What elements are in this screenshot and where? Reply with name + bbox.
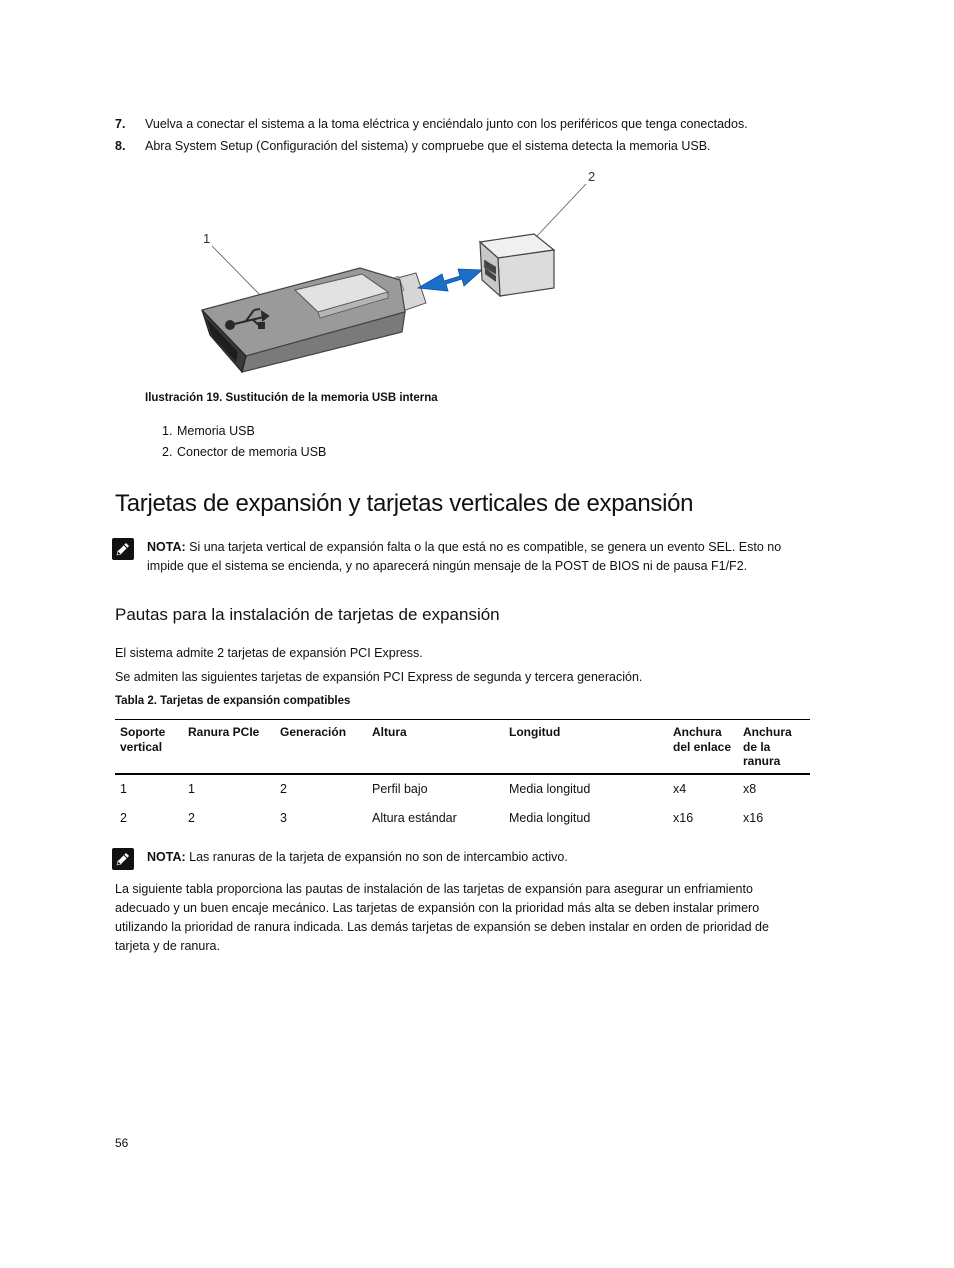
section-title: Tarjetas de expansión y tarjetas verticales de expansión bbox=[115, 490, 694, 517]
usb-memory-stick bbox=[202, 268, 426, 372]
column-header: Generación bbox=[275, 720, 367, 775]
table-cell: Media longitud bbox=[509, 811, 591, 825]
table-header-row bbox=[115, 720, 810, 775]
table-cell: Media longitud bbox=[509, 782, 591, 796]
callout-1-leader bbox=[212, 246, 265, 300]
column-header: Longitud bbox=[504, 720, 668, 775]
column-header: Anchura de la ranura bbox=[738, 720, 810, 775]
step-number: 8. bbox=[115, 139, 126, 153]
table-cell: 2 bbox=[120, 811, 127, 825]
usb-memory-illustration bbox=[190, 160, 610, 380]
page-number: 56 bbox=[115, 1136, 129, 1150]
note-1: NOTA: Si una tarjeta vertical de expansión falta o la que está no es compatible, se genera un evento SEL. Esto no impide que el sistema se encienda, y no aparecerá ningún mensaje de la POST de BIOS ni de pausa F1/F2. bbox=[147, 540, 782, 573]
table-cell: Perfil bajo bbox=[372, 782, 428, 796]
expansion-cards-table bbox=[115, 719, 810, 833]
paragraph: El sistema admite 2 tarjetas de expansión PCI Express. bbox=[115, 646, 423, 660]
column-header: Anchura del enlace bbox=[668, 720, 738, 775]
figure-legend bbox=[162, 421, 326, 463]
table-row bbox=[115, 804, 810, 833]
legend-item: 2. Conector de memoria USB bbox=[162, 445, 327, 459]
step-text: Vuelva a conectar el sistema a la toma eléctrica y enciéndalo junto con los periféricos que tenga conectados. bbox=[145, 117, 748, 131]
column-header: Soporte vertical bbox=[115, 720, 183, 775]
column-header: Altura bbox=[367, 720, 504, 775]
table-row bbox=[115, 774, 810, 804]
table-cell: x16 bbox=[743, 811, 764, 825]
table-cell: 1 bbox=[120, 782, 127, 796]
table-cell: Altura estándar bbox=[372, 811, 457, 825]
table-cell: 2 bbox=[188, 811, 195, 825]
table-cell: 1 bbox=[188, 782, 195, 796]
table-cell: x4 bbox=[673, 782, 687, 796]
table-cell: 2 bbox=[280, 782, 287, 796]
table-caption: Tabla 2. Tarjetas de expansión compatibles bbox=[115, 695, 351, 707]
note-label: NOTA: bbox=[147, 540, 186, 554]
note-2: NOTA: Las ranuras de la tarjeta de expansión no son de intercambio activo. bbox=[147, 850, 568, 864]
step-text: Abra System Setup (Configuración del sistema) y compruebe que el sistema detecta la memoria USB. bbox=[145, 139, 711, 153]
guidelines-paragraph: La siguiente tabla proporciona las pautas de instalación de las tarjetas de expansión para asegurar un enfriamiento adecuado y un buen encaje mecánico. Las tarjetas de expansión con la prioridad más alta se deben instalar primero utilizando la prioridad de ranura indicada. Las demás tarjetas de expansión se deben instalar en orden de prioridad de tarjeta y de ranura. bbox=[115, 882, 769, 953]
table-cell: x8 bbox=[743, 782, 757, 796]
pencil-note-icon bbox=[112, 848, 134, 870]
table-cell: x16 bbox=[673, 811, 694, 825]
usb-connector bbox=[480, 234, 554, 296]
step-number: 7. bbox=[115, 117, 126, 131]
note-label: NOTA: bbox=[147, 850, 186, 864]
table-cell: 3 bbox=[280, 811, 287, 825]
callout-2: 2 bbox=[588, 169, 596, 184]
subsection-title: Pautas para la instalación de tarjetas de expansión bbox=[115, 605, 500, 624]
legend-item: 1. Memoria USB bbox=[162, 424, 255, 438]
column-header: Ranura PCIe bbox=[183, 720, 275, 775]
callout-2-leader bbox=[537, 184, 586, 236]
paragraph: Se admiten las siguientes tarjetas de expansión PCI Express de segunda y tercera generación. bbox=[115, 670, 643, 684]
figure-caption: Ilustración 19. Sustitución de la memoria USB interna bbox=[145, 392, 438, 404]
callout-1: 1 bbox=[203, 231, 211, 246]
double-arrow-icon bbox=[418, 269, 482, 291]
pencil-note-icon bbox=[112, 538, 134, 560]
